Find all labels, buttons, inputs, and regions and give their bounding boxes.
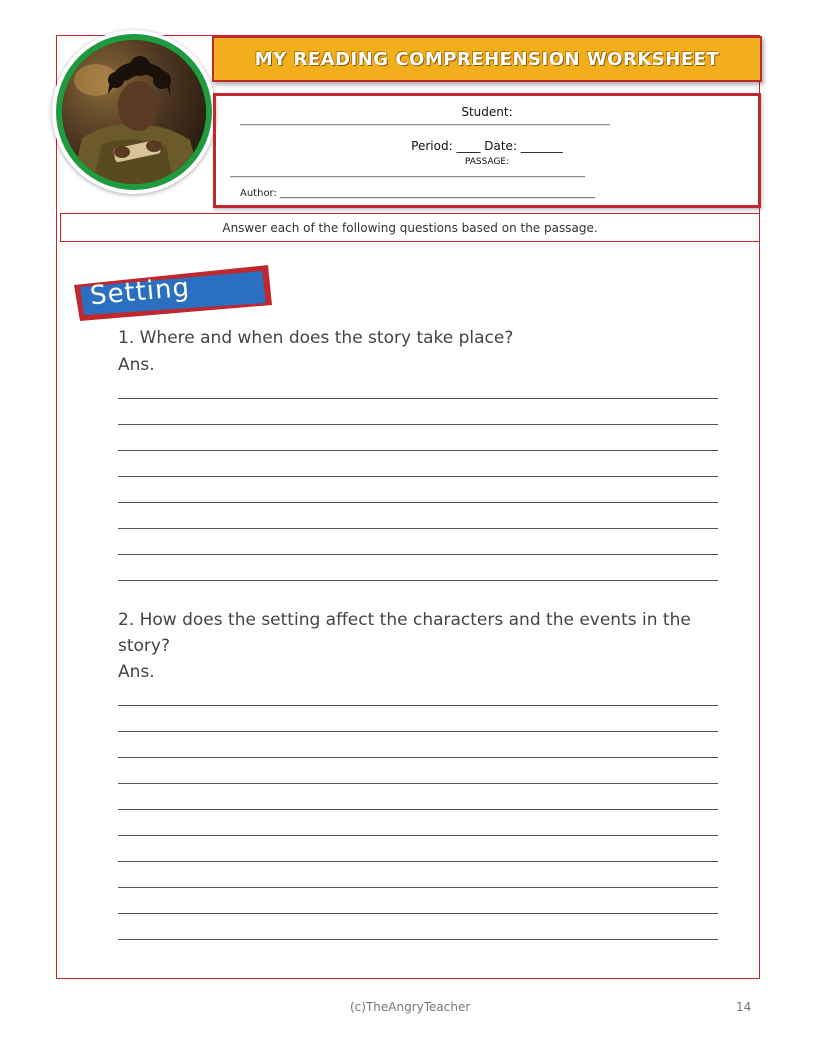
answer-line[interactable] [118, 913, 718, 914]
answer-line[interactable] [118, 554, 718, 555]
answer-line[interactable] [118, 398, 718, 399]
student-name-line[interactable]: __________________________________________________________________________ [240, 115, 610, 126]
answer-line[interactable] [118, 783, 718, 784]
answer-line[interactable] [118, 835, 718, 836]
student-label: Student: [461, 105, 513, 119]
section-banner [72, 263, 272, 321]
answer-label-1: Ans. [118, 355, 155, 375]
photo-image [62, 40, 206, 184]
answer-line[interactable] [118, 450, 718, 451]
answer-label-2: Ans. [118, 662, 155, 682]
worksheet-title-bar [212, 36, 762, 82]
student-reading-photo [52, 30, 216, 194]
worksheet-title: MY READING COMPREHENSION WORKSHEET [254, 48, 720, 70]
question-2-line-2: story? [118, 636, 170, 656]
question-2-line-1: 2. How does the setting affect the characters and the events in the [118, 610, 691, 630]
answer-line[interactable] [118, 731, 718, 732]
footer-credit: (c)TheAngryTeacher [350, 1000, 471, 1014]
period-date-fields[interactable]: Period: ____ Date: _______ [411, 139, 563, 153]
author-field[interactable]: Author: _______________________________________________________________ [240, 188, 596, 199]
answer-line[interactable] [118, 887, 718, 888]
answer-line[interactable] [118, 424, 718, 425]
section-title: Setting [88, 272, 192, 312]
answer-line[interactable] [118, 757, 718, 758]
passage-label: PASSAGE: [464, 157, 510, 167]
answer-line[interactable] [118, 809, 718, 810]
answer-line[interactable] [118, 861, 718, 862]
reading-student-illustration [62, 40, 206, 184]
answer-line[interactable] [118, 939, 718, 940]
answer-line[interactable] [118, 705, 718, 706]
instructions-box [60, 213, 760, 242]
answer-line[interactable] [118, 502, 718, 503]
answer-line[interactable] [118, 476, 718, 477]
passage-line[interactable]: _______________________________________________________________________ [230, 167, 585, 178]
answer-line[interactable] [118, 580, 718, 581]
instructions-text: Answer each of the following questions based on the passage. [222, 220, 598, 235]
page-number: 14 [736, 1000, 752, 1014]
answer-line[interactable] [118, 528, 718, 529]
question-1: 1. Where and when does the story take place? [118, 328, 514, 348]
student-info-box [213, 93, 761, 208]
